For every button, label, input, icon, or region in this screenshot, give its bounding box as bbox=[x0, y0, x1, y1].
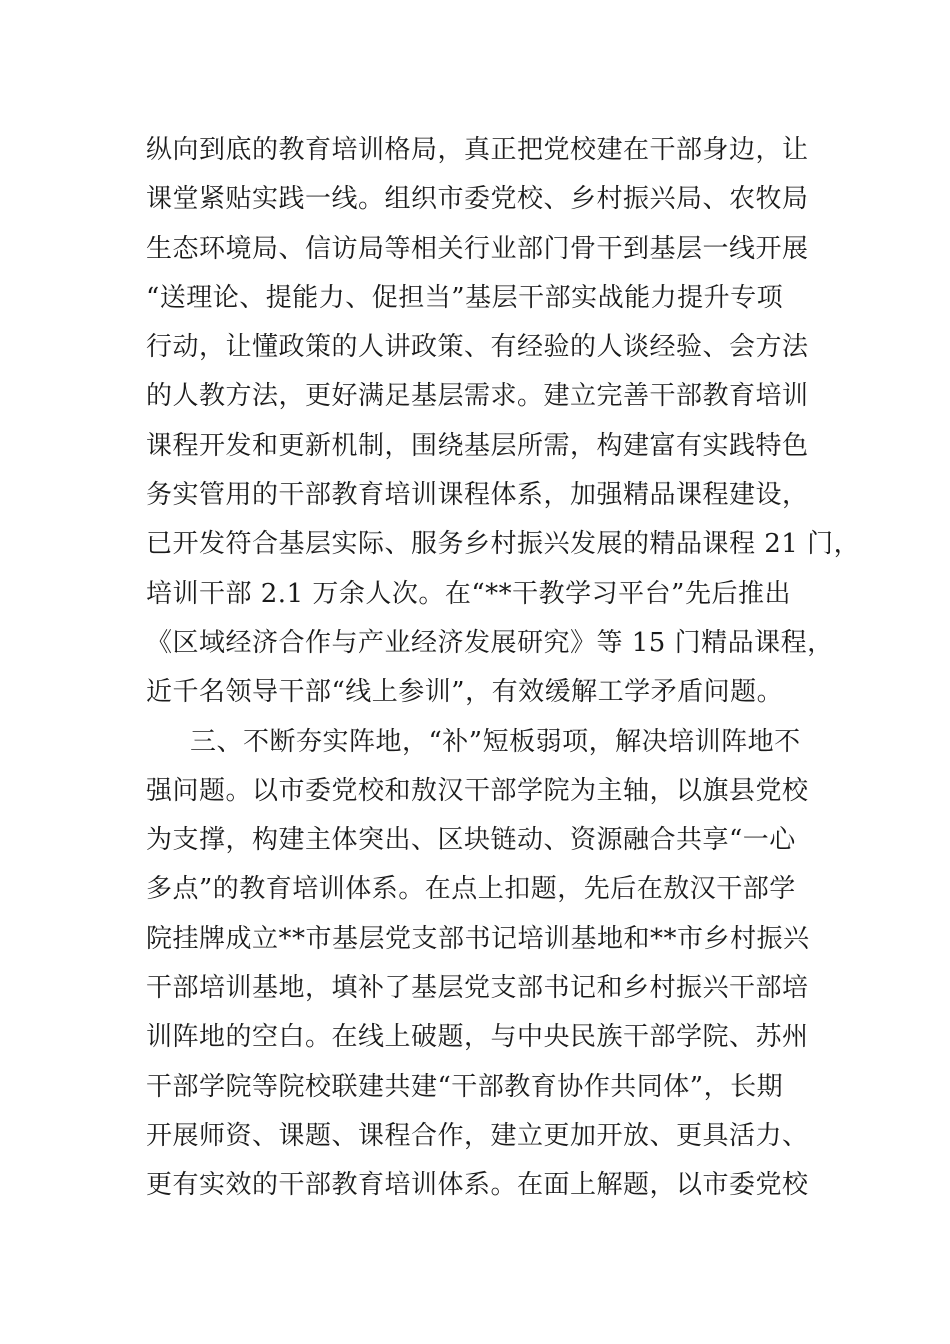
text-line: 已开发符合基层实际、服务乡村振兴发展的精品课程 21 门， bbox=[146, 529, 861, 560]
body-text bbox=[146, 126, 861, 1211]
text-line: 的人教方法，更好满足基层需求。建立完善干部教育培训 bbox=[146, 381, 809, 412]
text-line: 行动，让懂政策的人讲政策、有经验的人谈经验、会方法 bbox=[146, 332, 809, 363]
text-line: 开展师资、课题、课程合作，建立更加开放、更具活力、 bbox=[146, 1120, 809, 1151]
text-line: 多点”的教育培训体系。在点上扣题，先后在敖汉干部学 bbox=[146, 874, 796, 905]
text-line: 课程开发和更新机制，围绕基层所需，构建富有实践特色 bbox=[146, 430, 809, 461]
text-line: 干部培训基地，填补了基层党支部书记和乡村振兴干部培 bbox=[146, 973, 809, 1004]
text-line: 《区域经济合作与产业经济发展研究》等 15 门精品课程， bbox=[146, 627, 834, 658]
text-line: 近千名领导干部“线上参训”，有效缓解工学矛盾问题。 bbox=[146, 677, 784, 708]
text-line: 纵向到底的教育培训格局，真正把党校建在干部身边，让 bbox=[146, 135, 809, 165]
text-line: 生态环境局、信访局等相关行业部门骨干到基层一线开展 bbox=[146, 233, 809, 264]
text-line: 课堂紧贴实践一线。组织市委党校、乡村振兴局、农牧局 bbox=[146, 184, 809, 215]
text-line: 培训干部 2.1 万余人次。在“**干教学习平台”先后推出 bbox=[146, 578, 791, 609]
text-line: 为支撑，构建主体突出、区块链动、资源融合共享“一心 bbox=[146, 825, 796, 856]
text-line: 训阵地的空白。在线上破题，与中央民族干部学院、苏州 bbox=[146, 1022, 809, 1053]
text-line: 务实管用的干部教育培训课程体系，加强精品课程建设， bbox=[146, 480, 809, 511]
text-line: 强问题。以市委党校和敖汉干部学院为主轴，以旗县党校 bbox=[146, 775, 809, 806]
text-line: “送理论、提能力、促担当”基层干部实战能力提升专项 bbox=[146, 282, 784, 313]
text-line: 院挂牌成立**市基层党支部书记培训基地和**市乡村振兴 bbox=[146, 923, 810, 954]
text-line: 更有实效的干部教育培训体系。在面上解题，以市委党校 bbox=[146, 1170, 809, 1201]
text-line: 干部学院等院校联建共建“干部教育协作共同体”，长期 bbox=[146, 1071, 784, 1102]
section-heading-line: 三、不断夯实阵地，“补”短板弱项，解决培训阵地不 bbox=[190, 726, 801, 757]
